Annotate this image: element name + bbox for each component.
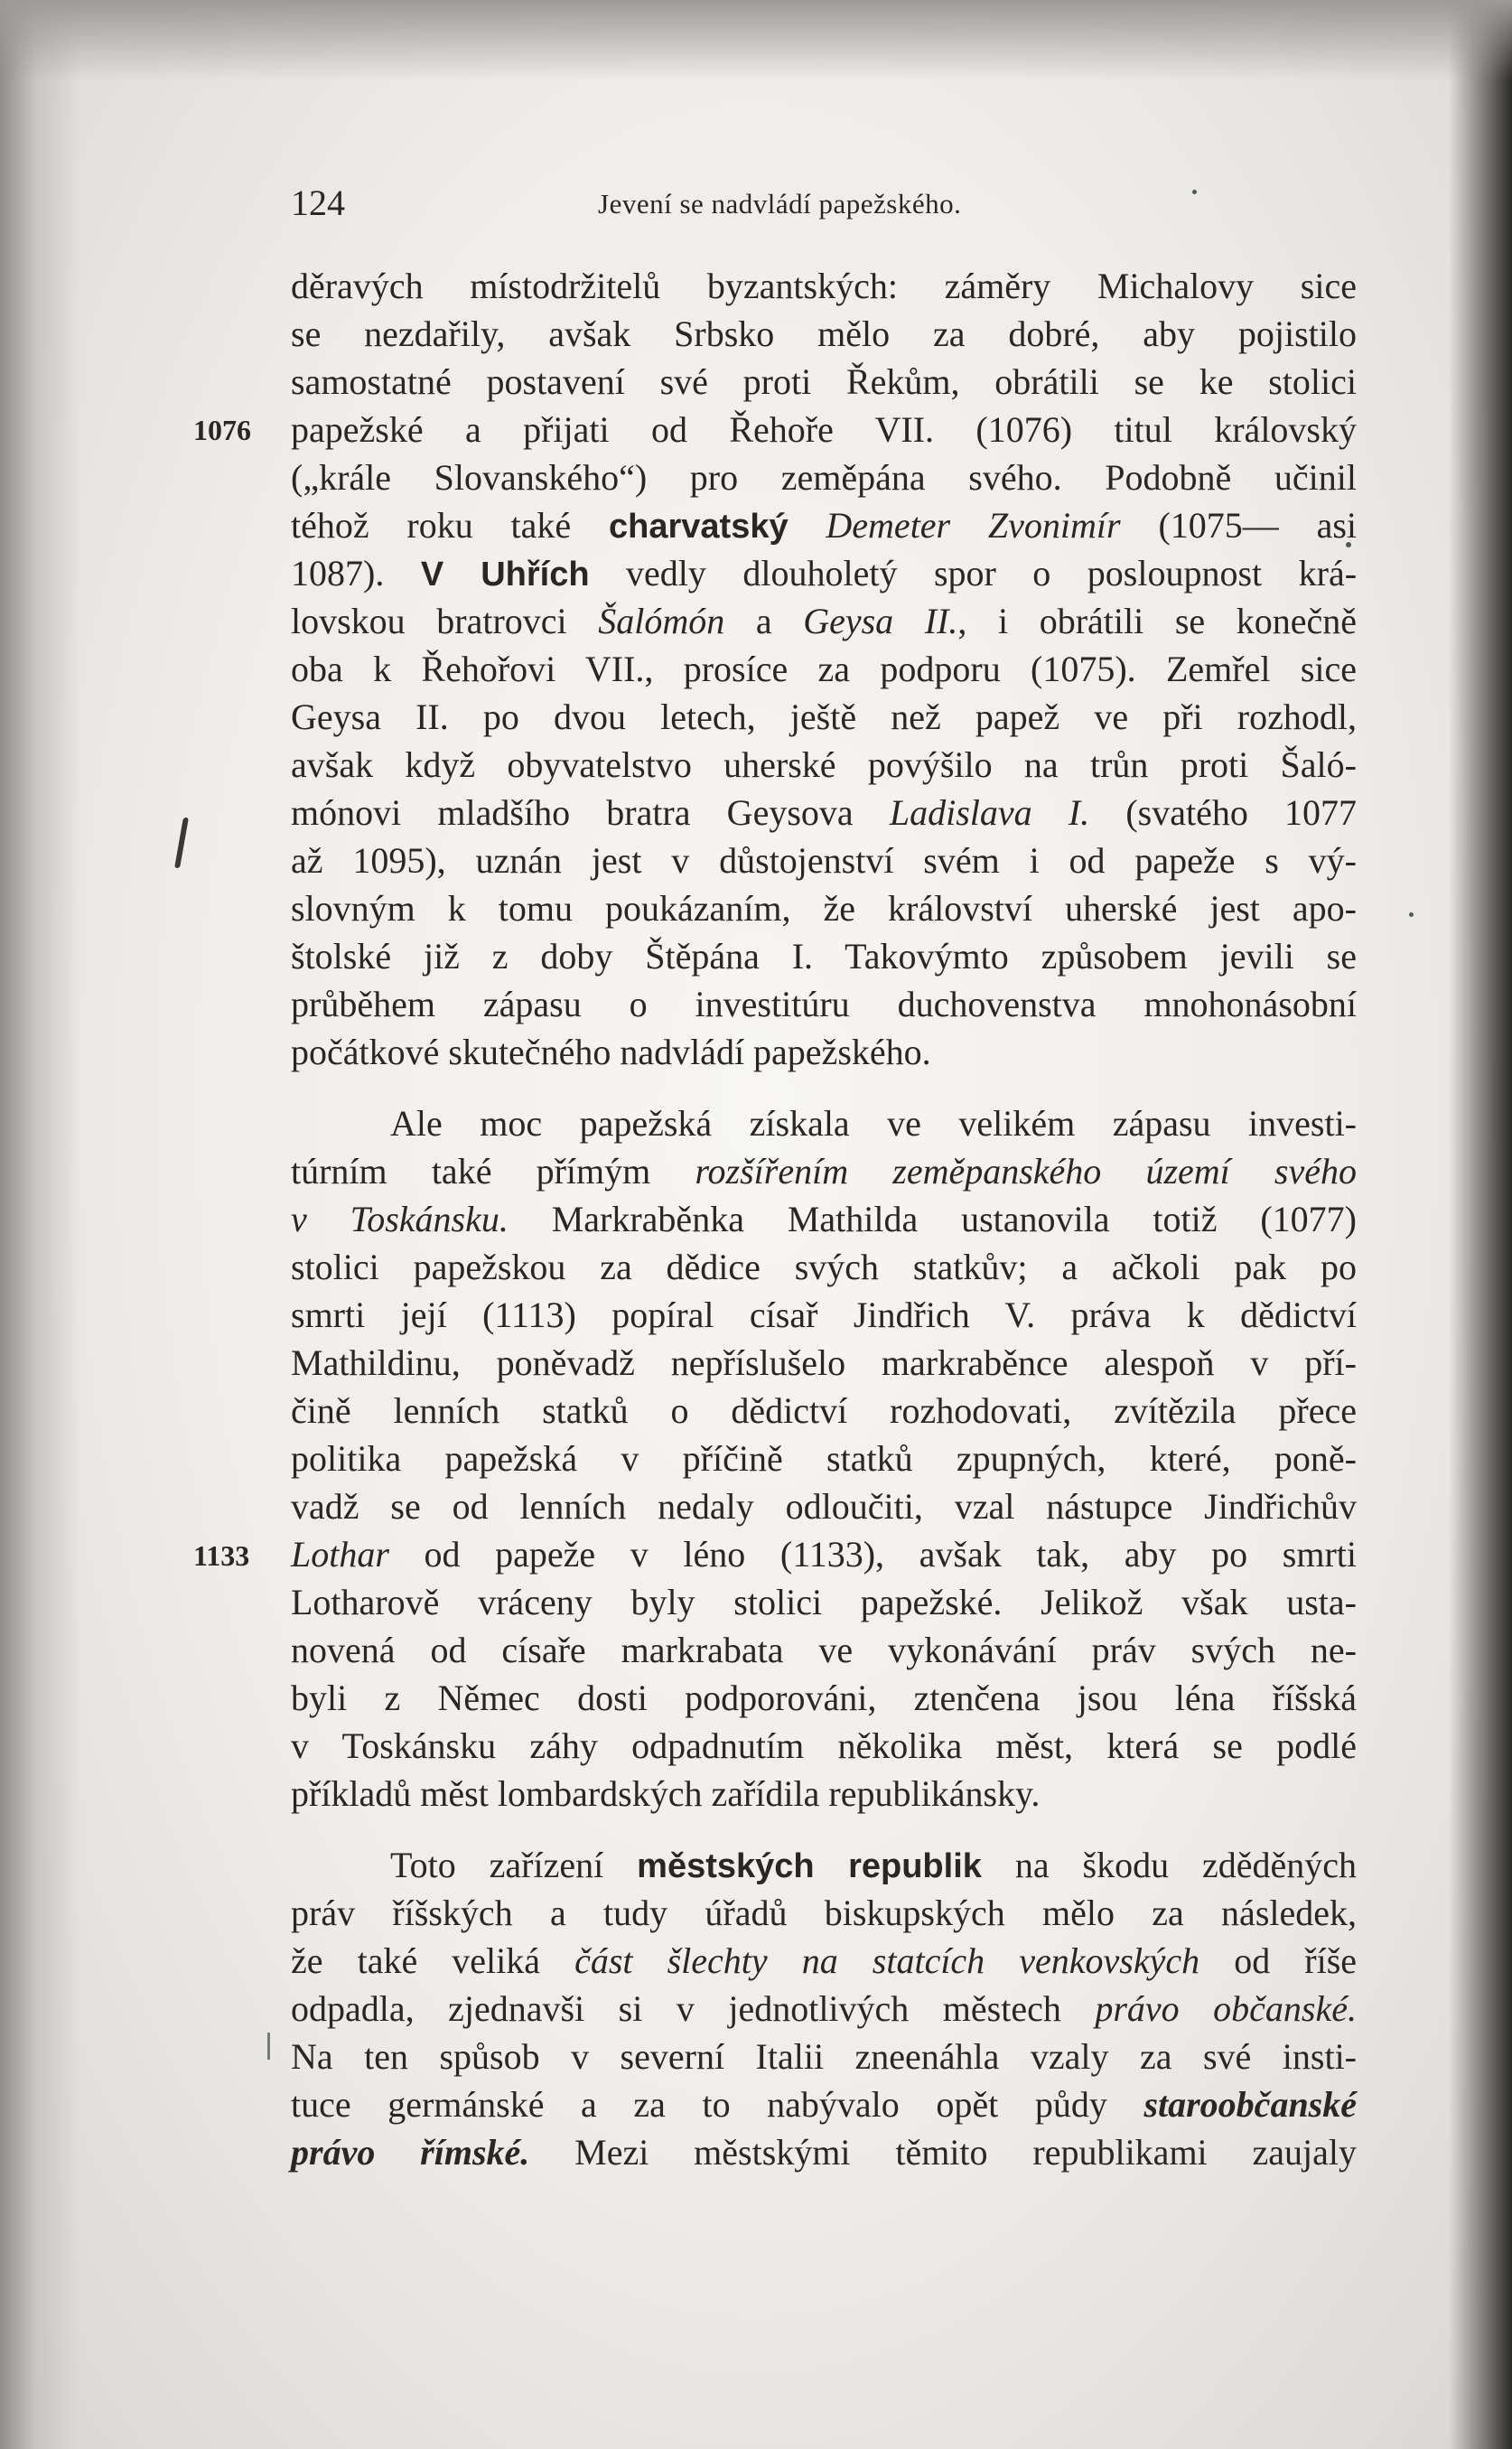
margin-year-note: 1076 [193, 414, 251, 446]
italic-name: Šalómón [598, 601, 725, 641]
text-span: odpadla, zjednavši si v jednotlivých městech [291, 1988, 1061, 2029]
text-line: příkladů měst lombardských zařídila republikánsky. [291, 1773, 1041, 1814]
text-line: počátkové skutečného nadvládí papežského. [291, 1032, 931, 1072]
text-span: tuce germánské a za to nabývalo opět půdy [291, 2084, 1107, 2125]
scan-shadow-top [0, 0, 1512, 81]
text-line [291, 597, 1357, 645]
emphasis-term: V Uhřích [420, 556, 590, 594]
text-line: samostatné postavení své proti Řekům, obrátili se ke stolici [291, 361, 1357, 402]
text-line: děravých místodržitelů byzantských: záměry Michalovy sice [291, 266, 1357, 306]
text-line [291, 501, 1357, 549]
page-header [291, 181, 1357, 235]
italic-name: Geysa II. [803, 601, 958, 641]
emphasis-term: charvatský [609, 508, 789, 546]
text-line: se nezdařily, avšak Srbsko mělo za dobré, aby pojistilo [291, 313, 1357, 354]
scan-shadow-right [1449, 0, 1512, 2449]
paragraph-gap [291, 1076, 1357, 1099]
scan-shadow-left [0, 0, 81, 2449]
text-line: štolské již z doby Štěpána I. Takovýmto způsobem jevili se [291, 936, 1357, 977]
ink-speck [1192, 190, 1197, 194]
text-span: lovskou bratrovci [291, 601, 567, 641]
text-span: od papeže v léno (1133), avšak tak, aby po smrti [424, 1534, 1357, 1575]
text-line [291, 1937, 1357, 1985]
text-line [291, 549, 1357, 597]
pencil-mark [174, 818, 189, 868]
text-line [291, 1841, 1357, 1889]
text-span: Toto zařízení [390, 1845, 604, 1885]
text-line: byli z Němec dosti podporováni, ztenčena jsou léna říšská [291, 1678, 1357, 1718]
text-line: avšak když obyvatelstvo uherské povýšilo na trůn proti Šaló- [291, 744, 1357, 785]
text-span: téhož roku také [291, 505, 572, 546]
text-span: (svatého 1077 [1125, 792, 1358, 833]
text-line: v Toskánsku záhy odpadnutím několika měst, která se podlé [291, 1725, 1357, 1766]
body-text [291, 262, 1357, 2176]
text-line: čině lenních statků o dědictví rozhodovati, zvítězila přece [291, 1390, 1357, 1431]
page-number: 124 [291, 182, 345, 223]
text-span: vedly dlouholetý spor o posloupnost krá- [626, 553, 1358, 594]
text-line: („krále Slovanského“) pro zeměpána svého. Podobně učinil [291, 457, 1357, 498]
italic-name: Ladislava I. [889, 792, 1090, 833]
text-line: slovným k tomu poukázaním, že království uherské jest apo- [291, 888, 1357, 929]
italic-phrase: staroobčanské [1143, 2084, 1358, 2125]
margin-tick [267, 2033, 270, 2060]
text-line: oba k Řehořovi VII., prosíce za podporu (1075). Zemřel sice [291, 649, 1357, 689]
italic-phrase: právo římské. [291, 2132, 530, 2173]
running-head: Jevení se nadvládí papežského. [598, 188, 962, 220]
text-line: Lotharově vráceny byly stolici papežské. Jelikož však usta- [291, 1582, 1357, 1622]
text-line [291, 2080, 1357, 2128]
text-line: vadž se od lenních nedaly odloučiti, vzal nástupce Jindřichův [291, 1486, 1357, 1527]
text-line: novená od císaře markrabata ve vykonávání práv svých ne- [291, 1630, 1357, 1670]
italic-phrase: část šlechty na statcích venkovských [574, 1940, 1200, 1981]
italic-name: Lothar [291, 1534, 389, 1575]
text-line: Mathildinu, poněvadž nepříslušelo markraběnce alespoň v pří- [291, 1342, 1357, 1383]
text-span: na škodu zděděných [1014, 1845, 1357, 1885]
text-line [291, 789, 1357, 837]
text-line: Na ten spůsob v severní Italii zneenáhla vzaly za své insti- [291, 2036, 1357, 2077]
text-line: průběhem zápasu o investitúru duchovenstva mnohonásobní [291, 984, 1357, 1024]
text-line: stolici papežskou za dědice svých statkův; a ačkoli pak po [291, 1247, 1357, 1287]
italic-name: Demeter Zvonimír [826, 505, 1121, 546]
text-span: od říše [1234, 1940, 1358, 1981]
margin-year-note: 1133 [193, 1539, 250, 1572]
text-span: Mezi městskými těmito republikami zaujaly [574, 2132, 1357, 2173]
ink-speck [1409, 912, 1414, 917]
paragraph-gap [291, 1818, 1357, 1841]
text-span: (1075— asi [1158, 505, 1358, 546]
text-span: a [755, 601, 772, 641]
italic-phrase: rozšířením zeměpanského území svého [695, 1151, 1357, 1192]
text-line: Geysa II. po dvou letech, ještě než papež ve při rozhodl, [291, 696, 1357, 737]
text-line [291, 1195, 1357, 1243]
text-line [291, 1147, 1357, 1195]
text-span: že také veliká [291, 1940, 540, 1981]
emphasis-term: městských republik [637, 1847, 982, 1885]
text-line [291, 1985, 1357, 2033]
text-span: Markraběnka Mathilda ustanovila totiž (1077) [551, 1199, 1357, 1239]
text-span: mónovi mladšího bratra Geysova [291, 792, 854, 833]
text-span: túrním také přímým [291, 1151, 651, 1192]
text-line: politika papežská v příčině statků zpupných, které, poně- [291, 1438, 1357, 1479]
italic-phrase: právo občanské. [1095, 1988, 1358, 2029]
text-line: smrti její (1113) popíral císař Jindřich V. práva k dědictví [291, 1295, 1357, 1335]
text-line: až 1095), uznán jest v důstojenství svém i od papeže s vý- [291, 840, 1357, 881]
text-line: práv říšských a tudy úřadů biskupských mělo za následek, [291, 1893, 1357, 1933]
text-line [291, 1530, 1357, 1578]
text-line [291, 2128, 1357, 2176]
italic-phrase: v Toskánsku. [291, 1199, 509, 1239]
text-span: , i obrátili se konečně [957, 601, 1357, 641]
text-line: Ale moc papežská získala ve velikém zápasu investi- [390, 1103, 1357, 1144]
text-span: 1087). [291, 553, 385, 594]
text-line: papežské a přijati od Řehoře VII. (1076) titul královský [291, 409, 1357, 450]
